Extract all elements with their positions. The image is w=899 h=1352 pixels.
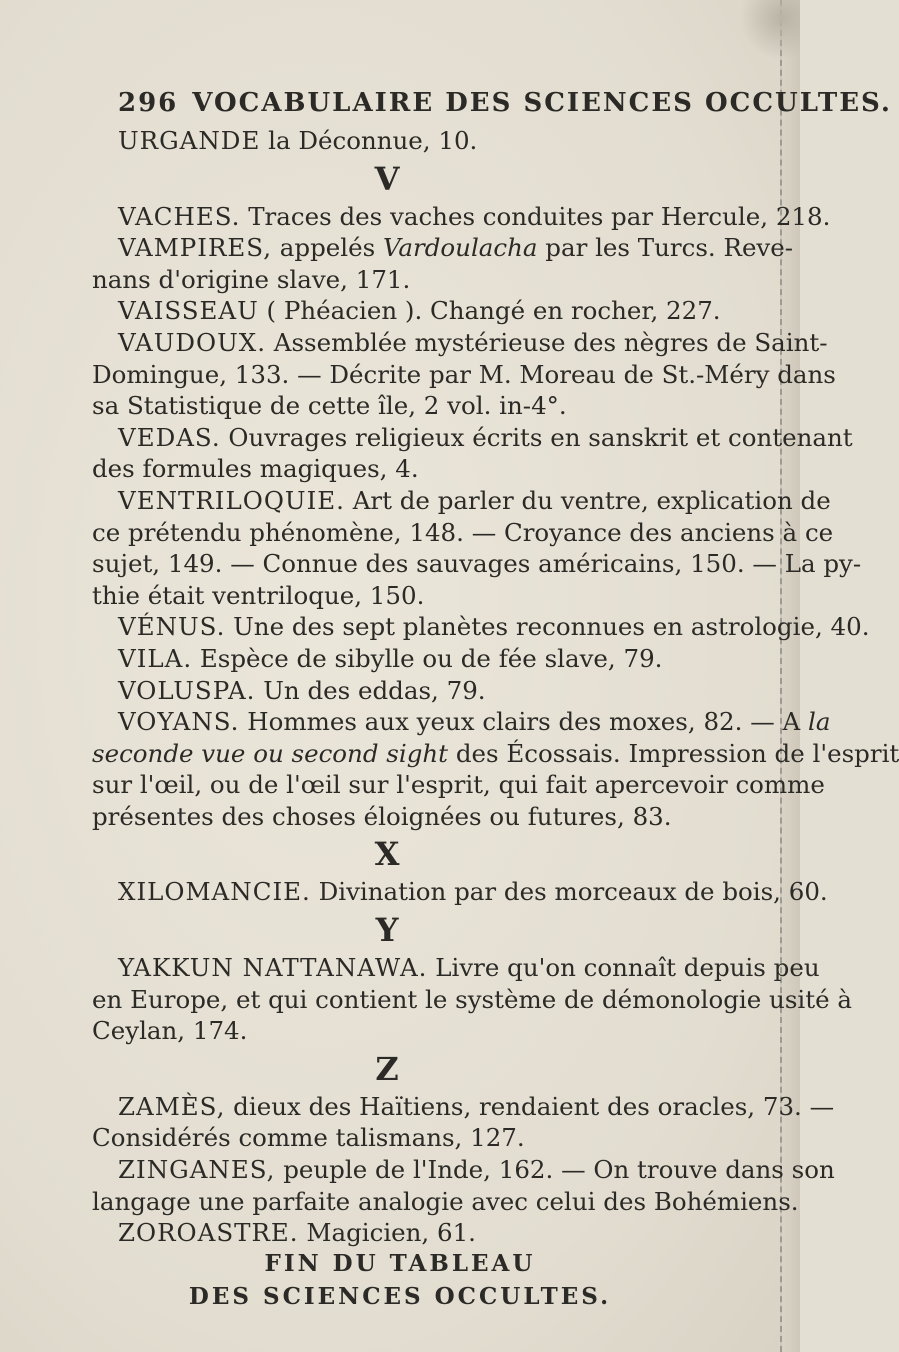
entry-text: des Écossais. Impression de l'esprit (448, 738, 899, 768)
index-entry (92, 201, 831, 233)
page-corner-stain (740, 0, 800, 60)
entry-headword: VAMPIRES, (118, 233, 273, 263)
index-entry (92, 422, 853, 454)
entry-headword: YAKKUN NATTANAWA. (118, 953, 428, 983)
index-entry (92, 706, 831, 738)
index-entry (92, 675, 772, 707)
entry-headword: VÉNUS. (118, 612, 226, 642)
entry-italic-text: Vardoulacha (382, 233, 538, 263)
entry-text: présentes des choses éloignées ou futures, 83. (92, 801, 672, 831)
entry-headword: VILA. (118, 643, 193, 673)
entry-text: thie était ventriloque, 150. (92, 580, 425, 610)
entry-text: Domingue, 133. — Décrite par M. Moreau de St.-Méry dans (92, 359, 836, 389)
index-entry (92, 952, 820, 984)
page-number: 296 (118, 88, 179, 118)
entry-headword: VEDAS. (118, 422, 221, 452)
index-entry (92, 1154, 835, 1186)
index-entry-continuation (92, 1122, 772, 1154)
entry-text: sujet, 149. — Connue des sauvages américains, 150. — La py- (92, 549, 862, 579)
entry-headword: ZINGANES, (118, 1155, 276, 1185)
index-entry-continuation (92, 580, 772, 612)
section-letter: Y (375, 911, 399, 950)
entry-headword: VACHES. (118, 201, 241, 231)
index-entry-continuation (92, 548, 862, 580)
index-entry-continuation (92, 1186, 799, 1218)
index-entry-continuation (92, 801, 772, 833)
entry-text: par les Turcs. Reve- (537, 233, 794, 263)
entry-text: appelés (272, 233, 383, 263)
entry-headword: ZAMÈS, (118, 1091, 226, 1121)
index-entry-continuation (92, 769, 825, 801)
entry-text: Un des eddas, 79. (255, 675, 486, 705)
entry-text: dieux des Haïtiens, rendaient des oracles, 73. — (225, 1091, 835, 1121)
index-entry-continuation (92, 984, 852, 1016)
entry-text: Assemblée mystérieuse des nègres de Saint- (265, 327, 828, 357)
index-entry (92, 611, 870, 643)
end-note-line-2: DES SCIENCES OCCULTES. (188, 1283, 612, 1310)
entry-text: peuple de l'Inde, 162. — On trouve dans son (275, 1155, 835, 1185)
index-entry (92, 125, 772, 157)
entry-text: Hommes aux yeux clairs des moxes, 82. — A (239, 707, 808, 737)
index-entry (92, 295, 772, 327)
entry-headword: VENTRILOQUIE. (118, 485, 345, 515)
end-note-line-1: FIN DU TABLEAU (264, 1250, 536, 1277)
entry-text: ( Phéacien ). Changé en rocher, 227. (258, 296, 721, 326)
index-entry-continuation (92, 359, 836, 391)
entry-text: sur l'œil, ou de l'œil sur l'esprit, qui fait apercevoir comme (92, 770, 825, 800)
entry-italic-text: seconde vue ou second sight (92, 738, 449, 768)
index-entry (92, 232, 794, 264)
section-letter: Z (375, 1049, 399, 1088)
entry-text: Une des sept planètes reconnues en astrologie, 40. (225, 612, 870, 642)
entry-headword: URGANDE (118, 126, 261, 155)
entry-text: la Déconnue, 10. (260, 126, 478, 155)
index-entry (92, 1091, 835, 1123)
entry-text: langage une parfaite analogie avec celui des Bohémiens. (92, 1186, 799, 1216)
index-entry-continuation (92, 517, 834, 549)
index-text (92, 125, 899, 1249)
index-entry (92, 485, 831, 517)
entry-headword: VOYANS. (118, 707, 240, 737)
running-title: VOCABULAIRE DES SCIENCES OCCULTES. (192, 88, 892, 118)
index-entry-continuation (92, 264, 772, 296)
entry-headword: VAISSEAU (118, 296, 259, 326)
entry-text: sa Statistique de cette île, 2 vol. in-4°. (92, 391, 567, 421)
entry-text: des formules magiques, 4. (92, 454, 419, 484)
entry-text: nans d'origine slave, 171. (92, 264, 411, 294)
entry-text: Art de parler du ventre, explication de (344, 485, 831, 515)
entry-text: Ouvrages religieux écrits en sanskrit et contenant (220, 422, 853, 452)
section-letter: X (374, 835, 400, 874)
index-entry-continuation (92, 390, 772, 422)
entry-text: Magicien, 61. (298, 1218, 476, 1248)
entry-headword: ZOROASTRE. (118, 1218, 299, 1248)
entry-headword: VOLUSPA. (118, 675, 256, 705)
entry-text: Divination par des morceaux de bois, 60. (310, 877, 828, 907)
entry-text: Considérés comme talismans, 127. (92, 1123, 525, 1153)
entry-italic-text: la (807, 707, 831, 737)
entry-headword: XILOMANCIE. (118, 877, 311, 907)
running-header (118, 88, 892, 118)
entry-text: Livre qu'on connaît depuis peu (427, 953, 820, 983)
entry-text: ce prétendu phénomène, 148. — Croyance des anciens à ce (92, 517, 834, 547)
index-entry (92, 1217, 772, 1249)
section-letter: V (374, 159, 400, 198)
index-entry (92, 327, 828, 359)
entry-text: Traces des vaches conduites par Hercule, 218. (240, 201, 831, 231)
index-entry (92, 876, 828, 908)
entry-text: Ceylan, 174. (92, 1016, 248, 1046)
index-entry-continuation (92, 738, 899, 770)
entry-headword: VAUDOUX. (118, 327, 266, 357)
entry-text: en Europe, et qui contient le système de démonologie usité à (92, 984, 852, 1014)
index-entry-continuation (92, 1015, 772, 1047)
index-entry (92, 643, 772, 675)
index-entry-continuation (92, 453, 772, 485)
entry-text: Espèce de sibylle ou de fée slave, 79. (192, 643, 663, 673)
